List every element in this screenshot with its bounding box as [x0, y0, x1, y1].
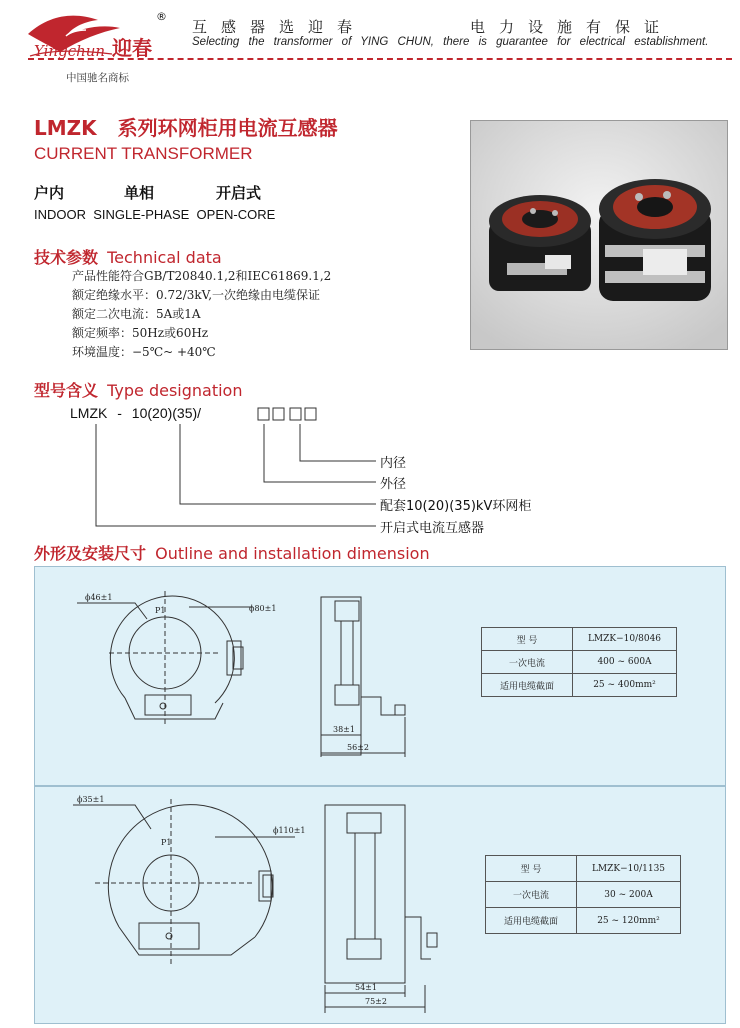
- spec-table-1: [481, 627, 677, 697]
- outline-panel-2: [34, 786, 726, 1024]
- type-cn-3: 开启式: [216, 184, 262, 202]
- table-cell: 型 号: [486, 856, 577, 882]
- type-cn-2: 单相: [124, 184, 155, 202]
- code-mid: 10(20)(35)/: [131, 405, 202, 421]
- header-divider: [28, 58, 732, 60]
- table-cell: LMZK−10/8046: [573, 628, 677, 651]
- code-dash: -: [117, 405, 122, 421]
- type-designation-diagram: [0, 400, 740, 540]
- outline-panel-1: [34, 566, 726, 786]
- spec-line-3: 额定二次电流：5A或1A: [72, 307, 201, 321]
- table-cell: 25 ~ 120mm²: [577, 908, 681, 934]
- brand-cn: 迎春: [112, 36, 152, 60]
- label-outer-dia: 外径: [380, 477, 407, 492]
- slogan-en: Selecting the transformer of YING CHUN, there is guarantee for electrical establishment.: [192, 36, 709, 48]
- drawing-1-dim-inner: 38±1: [333, 725, 355, 734]
- drawing-2-inner-dia: ϕ35±1: [77, 795, 105, 804]
- technical-heading-en: Technical data: [107, 248, 222, 267]
- table-row: [482, 674, 677, 697]
- type-heading-en: Type designation: [107, 381, 243, 400]
- slogan-cn-right: 电力设施有保证: [470, 18, 674, 36]
- spec-line-5: 环境温度：−5℃~ +40℃: [72, 345, 216, 359]
- brand-script: Yingchun: [34, 42, 106, 60]
- spec-line-4: 额定频率：50Hz或60Hz: [72, 326, 209, 340]
- label-open-core: 开启式电流互感器: [380, 521, 485, 536]
- title-cn: 系列环网柜用电流互感器: [117, 116, 338, 140]
- technical-list: [72, 267, 331, 362]
- technical-heading: [34, 245, 222, 268]
- drawing-1-p1: P1: [155, 606, 166, 615]
- type-cn-1: 户内: [34, 184, 65, 202]
- drawing-2-dim-outer: 75±2: [365, 997, 387, 1006]
- table-row: [482, 628, 677, 651]
- table-cell: 适用电缆截面: [482, 674, 573, 697]
- table-row: [486, 882, 681, 908]
- type-en: INDOOR SINGLE-PHASE OPEN-CORE: [34, 207, 276, 222]
- table-cell: 型 号: [482, 628, 573, 651]
- table-row: [486, 856, 681, 882]
- type-heading-cn: 型号含义: [34, 381, 99, 400]
- label-matching: 配套10(20)(35)kV环网柜: [380, 499, 532, 514]
- table-cell: 25 ~ 400mm²: [573, 674, 677, 697]
- drawing-1-outer-dia: ϕ80±1: [249, 604, 277, 613]
- outline-heading-cn: 外形及安装尺寸: [34, 544, 147, 563]
- technical-heading-cn: 技术参数: [34, 248, 99, 267]
- code-prefix: LMZK: [70, 405, 108, 421]
- outline-heading-en: Outline and installation dimension: [155, 544, 430, 563]
- title-model: LMZK: [34, 116, 97, 140]
- table-cell: 30 ~ 200A: [577, 882, 681, 908]
- outline-heading: [34, 541, 430, 564]
- slogan-cn-left: 互感器选迎春: [192, 18, 367, 36]
- table-cell: LMZK−10/1135: [577, 856, 681, 882]
- table-cell: 一次电流: [486, 882, 577, 908]
- registered-mark: ®: [156, 10, 167, 23]
- spec-line-1: 产品性能符合GB/T20840.1,2和IEC61869.1,2: [72, 269, 332, 283]
- type-heading: [34, 378, 242, 401]
- trademark-note: 中国驰名商标: [66, 72, 129, 84]
- page-title: [34, 112, 338, 141]
- table-cell: 一次电流: [482, 651, 573, 674]
- table-cell: 适用电缆截面: [486, 908, 577, 934]
- product-photo: [470, 120, 728, 350]
- table-cell: 400 ~ 600A: [573, 651, 677, 674]
- table-row: [486, 908, 681, 934]
- title-en: CURRENT TRANSFORMER: [34, 144, 253, 163]
- spec-line-2: 额定绝缘水平：0.72/3kV,一次绝缘由电缆保证: [72, 288, 321, 302]
- spec-table-2: [485, 855, 681, 934]
- table-row: [482, 651, 677, 674]
- drawing-1-dim-outer: 56±2: [347, 743, 369, 752]
- drawing-2-p1: P1: [161, 838, 172, 847]
- drawing-2-outer-dia: ϕ110±1: [273, 826, 306, 835]
- drawing-1-inner-dia: ϕ46±1: [85, 593, 113, 602]
- label-inner-dia: 内径: [380, 456, 407, 471]
- drawing-2-dim-inner: 54±1: [355, 983, 377, 992]
